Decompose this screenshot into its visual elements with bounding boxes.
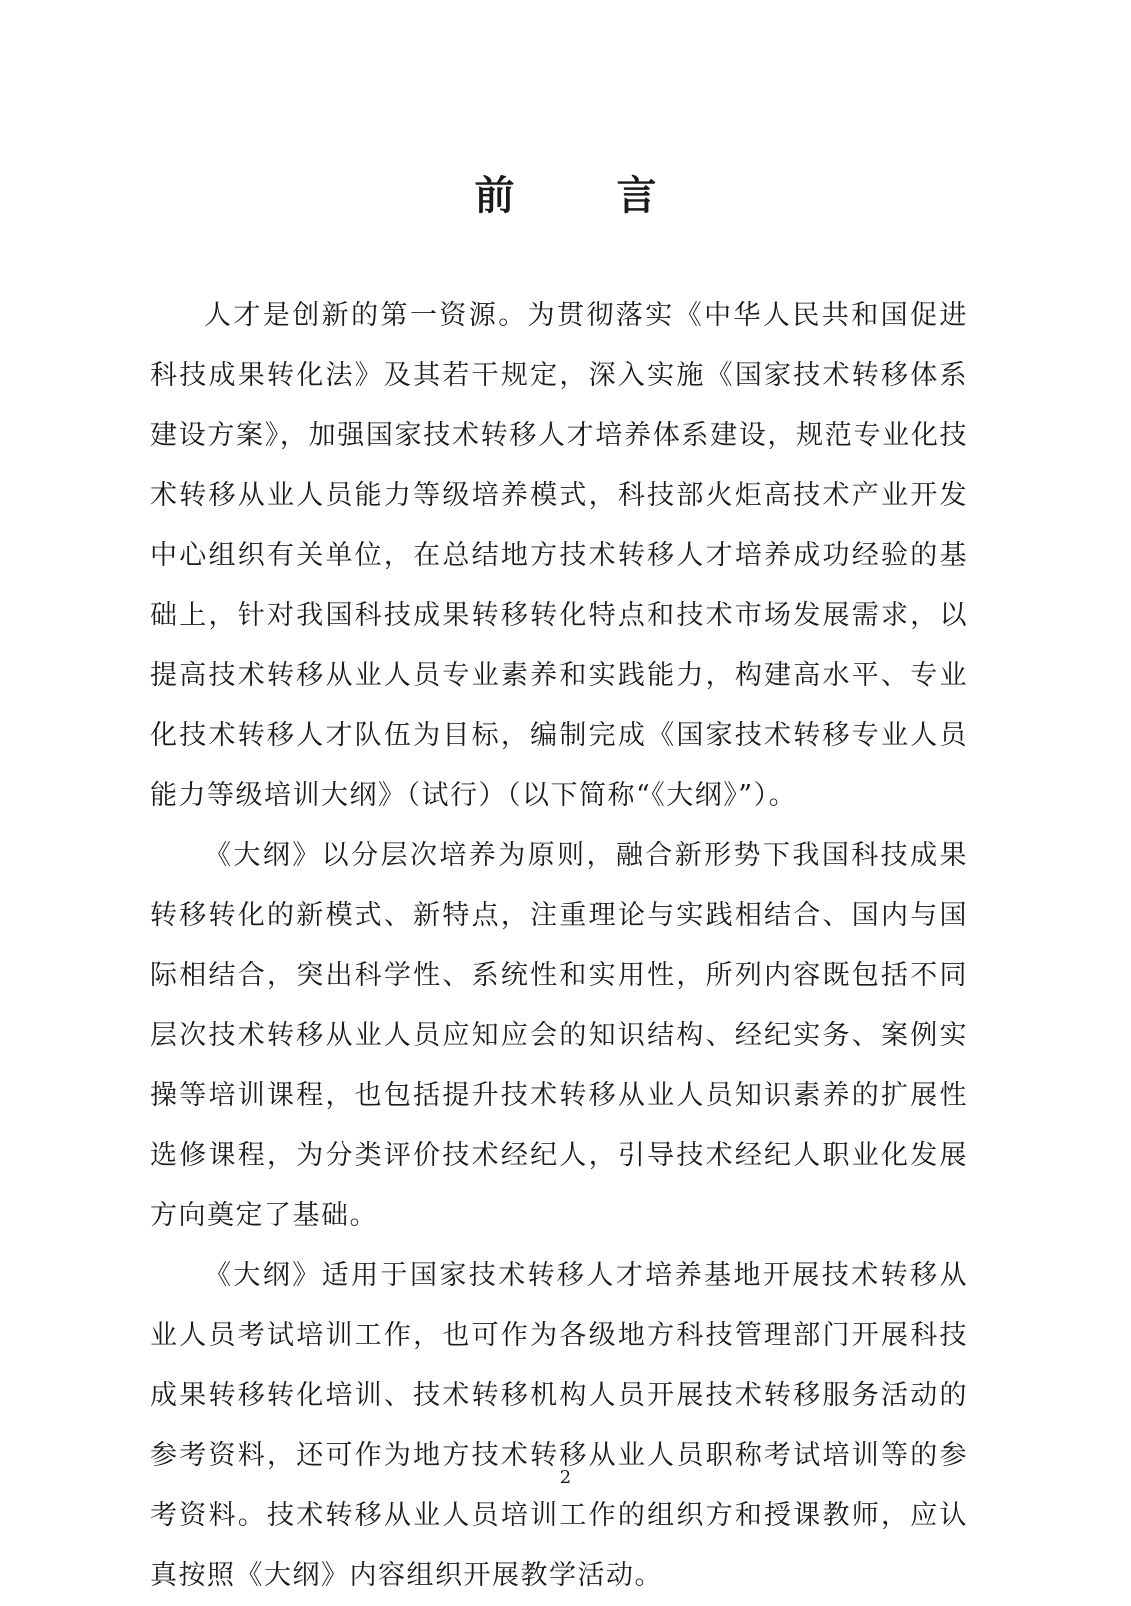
- page-number: 2: [559, 1467, 572, 1488]
- page-title: 前 言: [474, 172, 701, 219]
- body-text: [150, 286, 968, 1606]
- paragraph-3: 《大纲》适用于国家技术转移人才培养基地开展技术转移从业人员考试培训工作，也可作为各级地方科技管理部门开展科技成果转移转化培训、技术转移机构人员开展技术转移服务活动的参考资料，还可作为地方技术转移从业人员职称考试培训等的参考资料。技术转移从业人员培训工作的组织方和授课教师，应认真按照《大纲》内容组织开展教学活动。: [150, 1260, 968, 1591]
- paragraph-1: 人才是创新的第一资源。为贯彻落实《中华人民共和国促进科技成果转化法》及其若干规定，深入实施《国家技术转移体系建设方案》，加强国家技术转移人才培养体系建设，规范专业化技术转移从业人员能力等级培养模式，科技部火炬高技术产业开发中心组织有关单位，在总结地方技术转移人才培养成功经验的基础上，针对我国科技成果转移转化特点和技术市场发展需求，以提高技术转移从业人员专业素养和实践能力，构建高水平、专业化技术转移人才队伍为目标，编制完成《国家技术转移专业人员能力等级培训大纲》（试行）（以下简称“《大纲》”）。: [150, 300, 968, 811]
- paragraph-2: 《大纲》以分层次培养为原则，融合新形势下我国科技成果转移转化的新模式、新特点，注重理论与实践相结合、国内与国际相结合，突出科学性、系统性和实用性，所列内容既包括不同层次技术转移从业人员应知应会的知识结构、经纪实务、案例实操等培训课程，也包括提升技术转移从业人员知识素养的扩展性选修课程，为分类评价技术经纪人，引导技术经纪人职业化发展方向奠定了基础。: [150, 840, 968, 1231]
